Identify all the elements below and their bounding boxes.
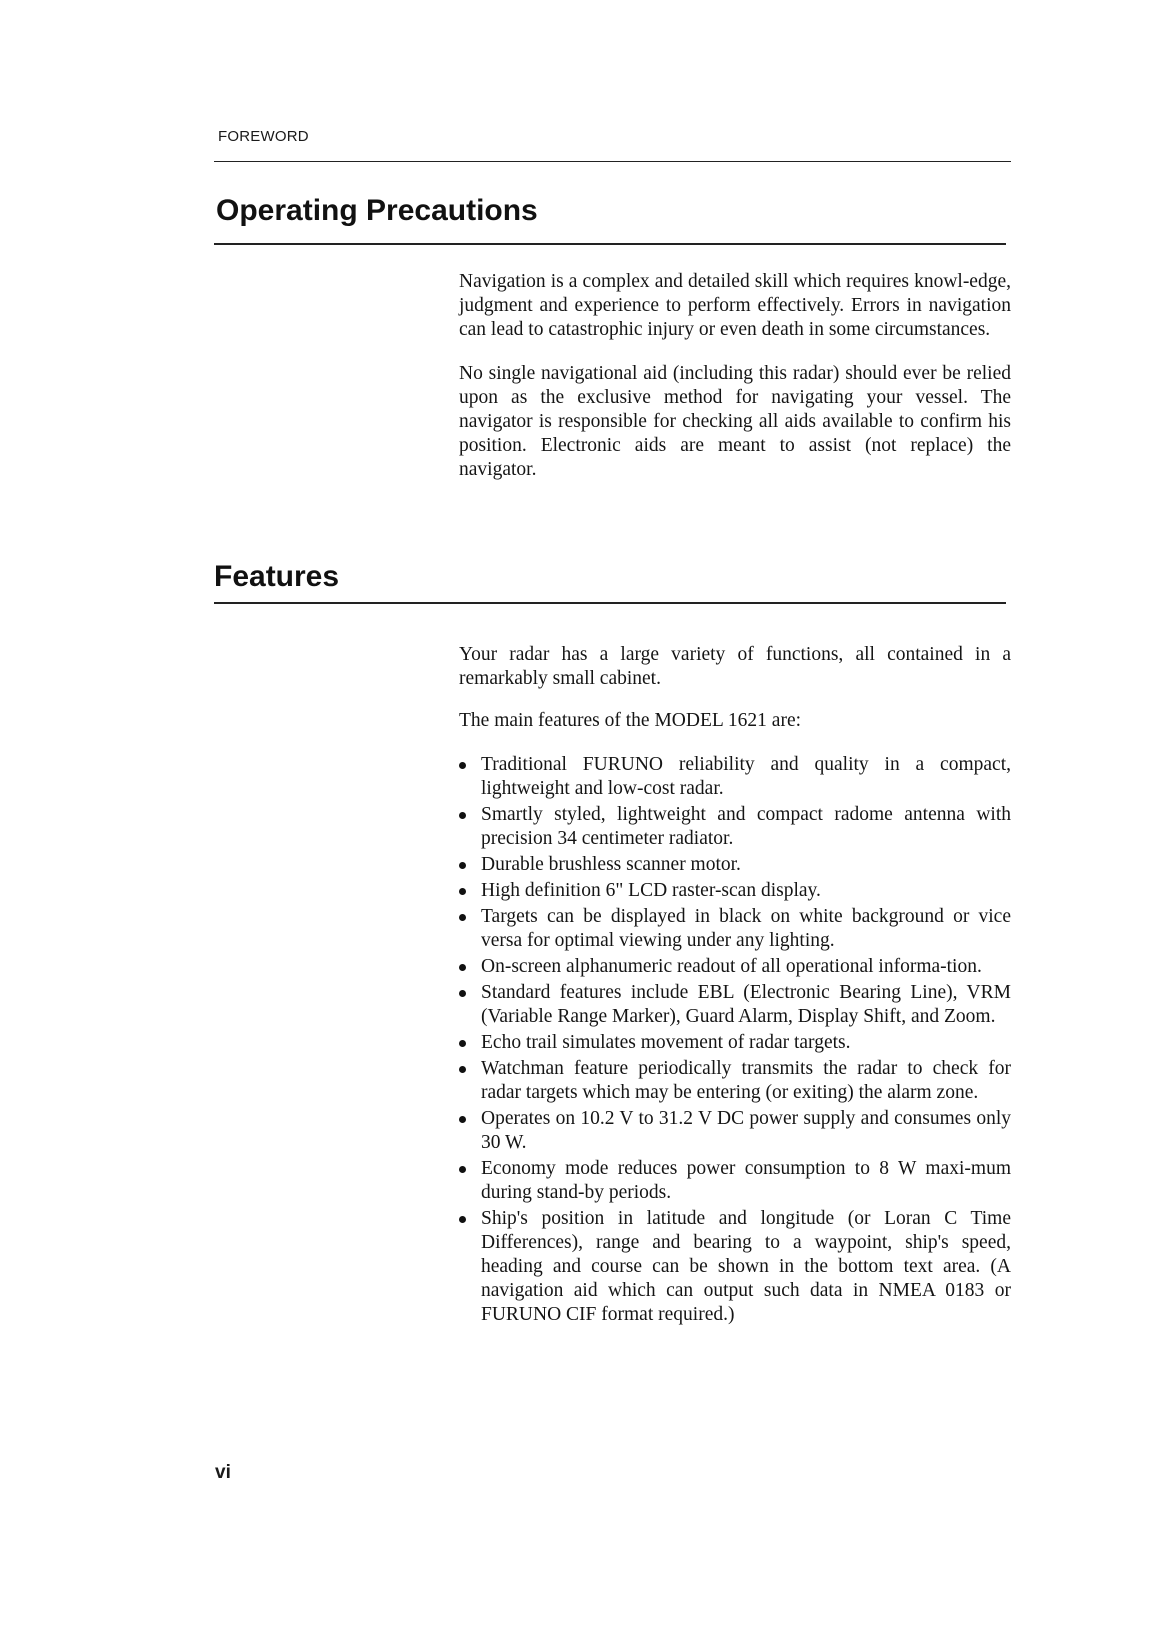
running-header: FOREWORD [218, 128, 309, 145]
precautions-body [459, 270, 1011, 482]
features-intro: Your radar has a large variety of functions, all contained in a remarkably small cabinet. [459, 644, 1011, 689]
feature-text: Standard features include EBL (Electronic Bearing Line), VRM (Variable Range Marker), Guard Alarm, Display Shift, and Zoom. [481, 982, 1011, 1027]
feature-text: Traditional FURUNO reliability and quality in a compact, lightweight and low-cost radar. [481, 754, 1011, 799]
bullet-icon [459, 1066, 466, 1073]
feature-text: Smartly styled, lightweight and compact radome antenna with precision 34 centimeter radiator. [481, 804, 1011, 849]
list-item [459, 981, 1011, 1029]
list-item [459, 1057, 1011, 1105]
list-item [459, 853, 1011, 877]
list-item [459, 955, 1011, 979]
feature-text: High definition 6" LCD raster-scan display. [481, 880, 821, 901]
bullet-icon [459, 914, 466, 921]
feature-text: Ship's position in latitude and longitude (or Loran C Time Differences), range and bearing to a waypoint, ship's speed, heading and course can be shown in the bottom text area. (A navigation aid which can output such data in NMEA 0183 or FURUNO CIF format required.) [481, 1208, 1011, 1325]
bullet-icon [459, 964, 466, 971]
feature-text: Economy mode reduces power consumption to 8 W maxi-mum during stand-by periods. [481, 1158, 1011, 1203]
list-item [459, 1157, 1011, 1205]
list-item [459, 1031, 1011, 1055]
bullet-icon [459, 1216, 466, 1223]
feature-text: On-screen alphanumeric readout of all operational informa-tion. [481, 956, 982, 977]
feature-text: Echo trail simulates movement of radar targets. [481, 1032, 851, 1053]
bullet-icon [459, 1166, 466, 1173]
header-rule [214, 161, 1011, 162]
bullet-icon [459, 812, 466, 819]
list-item [459, 1107, 1011, 1155]
bullet-icon [459, 990, 466, 997]
feature-text: Targets can be displayed in black on white background or vice versa for optimal viewing under any lighting. [481, 906, 1011, 951]
list-item [459, 879, 1011, 903]
list-item [459, 803, 1011, 851]
section-title-operating-precautions: Operating Precautions [216, 194, 538, 227]
features-lead: The main features of the MODEL 1621 are: [459, 710, 802, 731]
precautions-paragraph: Navigation is a complex and detailed skill which requires knowl-edge, judgment and experience to perform effectively. Errors in navigation can lead to catastrophic injury or even death in some circumstances. [459, 271, 1011, 340]
page-number: vi [215, 1462, 231, 1483]
feature-text: Operates on 10.2 V to 31.2 V DC power supply and consumes only 30 W. [481, 1108, 1011, 1153]
bullet-icon [459, 1040, 466, 1047]
section-rule-precautions [214, 243, 1006, 245]
section-title-features: Features [214, 560, 340, 593]
list-item [459, 1207, 1011, 1327]
feature-text: Watchman feature periodically transmits the radar to check for radar targets which may be entering (or exiting) the alarm zone. [481, 1058, 1011, 1103]
precautions-paragraph: No single navigational aid (including this radar) should ever be relied upon as the exclusive method for navigating your vessel. The navigator is responsible for checking all aids available to confirm his position. Electronic aids are meant to assist (not replace) the navigator. [459, 363, 1011, 480]
features-list [459, 753, 1011, 1327]
list-item [459, 753, 1011, 801]
bullet-icon [459, 862, 466, 869]
list-item [459, 905, 1011, 953]
features-body [459, 643, 1011, 1329]
feature-text: Durable brushless scanner motor. [481, 854, 741, 875]
bullet-icon [459, 1116, 466, 1123]
bullet-icon [459, 762, 466, 769]
section-rule-features [214, 602, 1006, 604]
bullet-icon [459, 888, 466, 895]
